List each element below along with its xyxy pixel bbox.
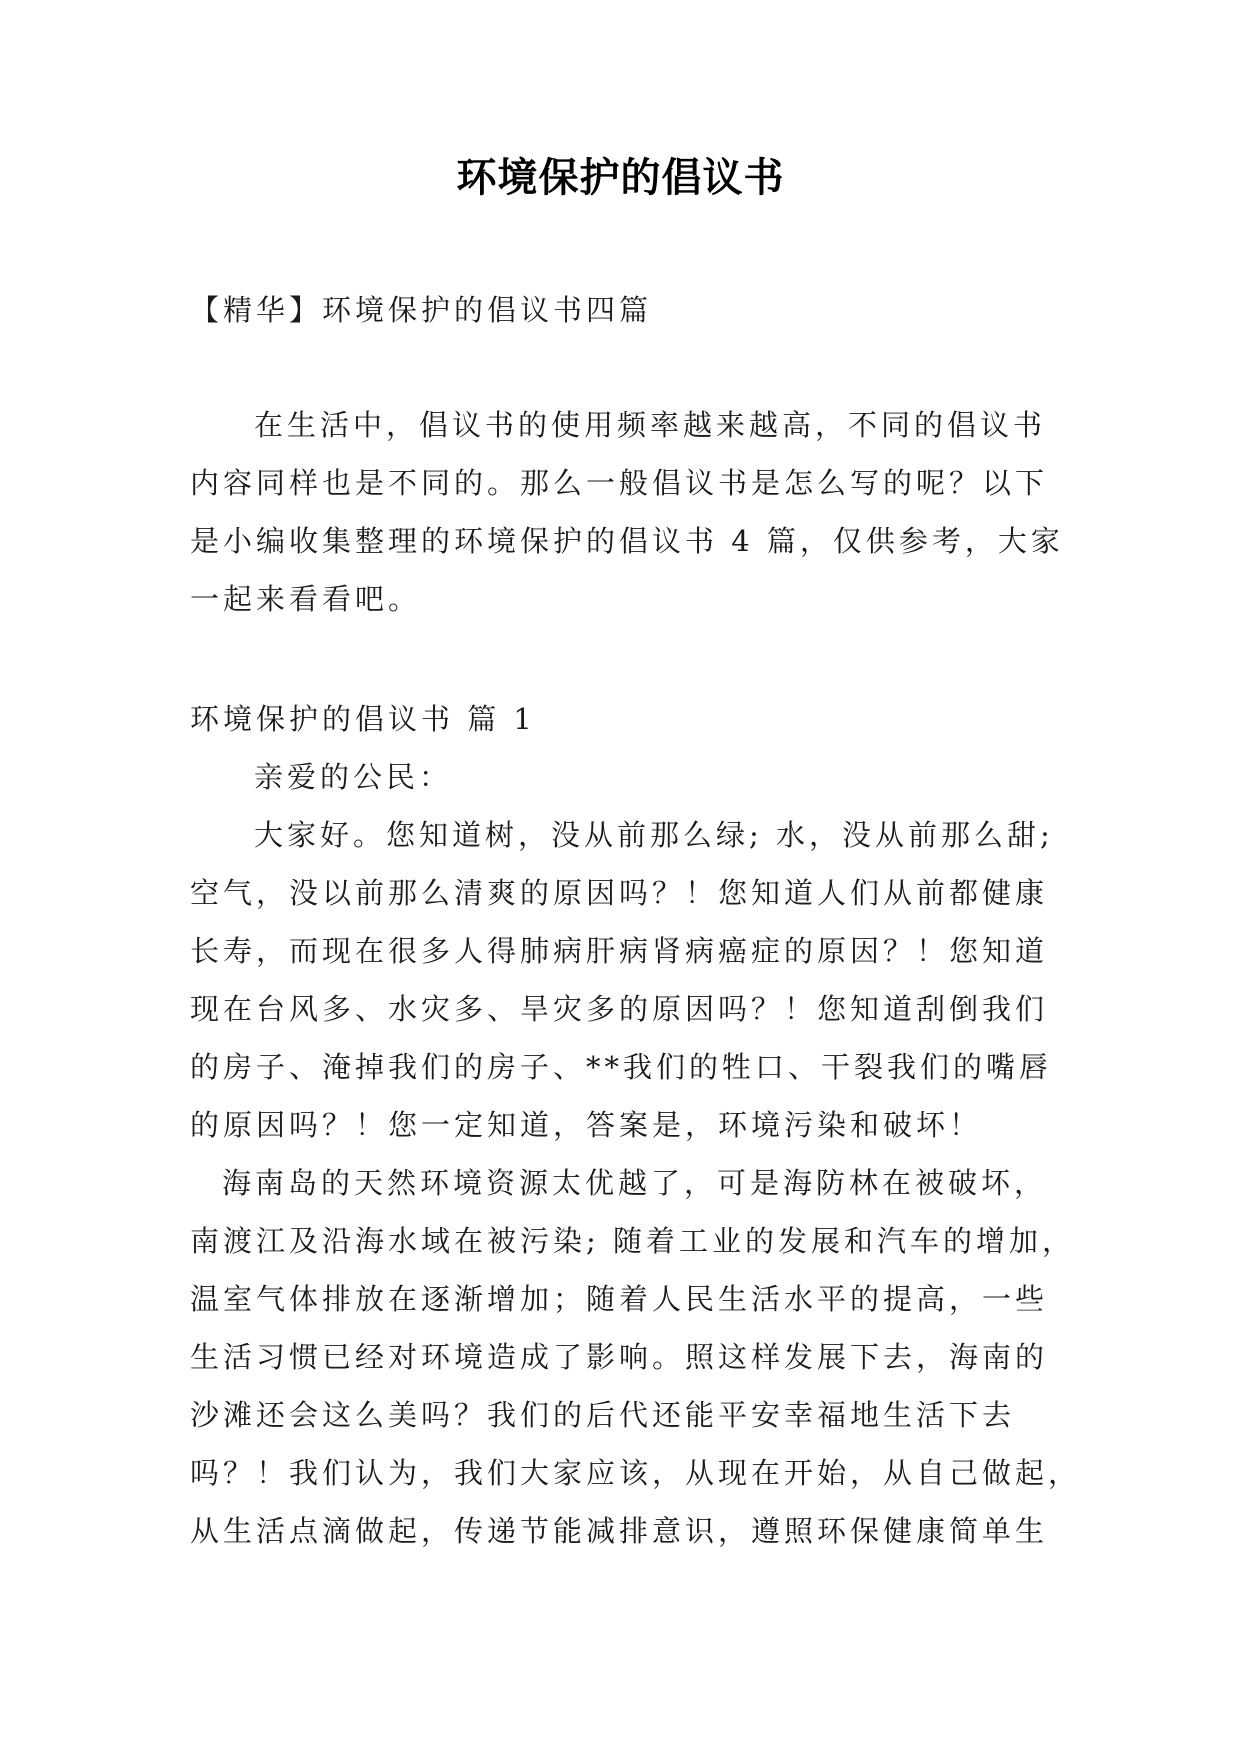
page-title: 环境保护的倡议书: [456, 154, 785, 201]
paragraph-line: 的原因吗？！您一定知道，答案是，环境污染和破坏！: [190, 1108, 983, 1142]
section-heading: 环境保护的倡议书 篇 1: [190, 702, 536, 736]
paragraph-line: 生活习惯已经对环境造成了影响。照这样发展下去，海南的: [190, 1340, 1049, 1374]
paragraph-line: 从生活点滴做起，传递节能减排意识，遵照环保健康简单生: [190, 1514, 1049, 1548]
paragraph-line: 空气，没以前那么清爽的原因吗？！您知道人们从前都健康: [190, 876, 1049, 910]
paragraph-line: 温室气体排放在逐渐增加；随着人民生活水平的提高，一些: [190, 1282, 1049, 1316]
intro-line: 在生活中，倡议书的使用频率越来越高，不同的倡议书: [254, 408, 1047, 442]
salutation: 亲爱的公民：: [254, 760, 453, 794]
paragraph-line: 的房子、淹掉我们的房子、**我们的牲口、干裂我们的嘴唇: [190, 1050, 1053, 1084]
paragraph-line: 长寿，而现在很多人得肺病肝病肾病癌症的原因？！您知道: [190, 934, 1049, 968]
intro-line: 是小编收集整理的环境保护的倡议书 4 篇，仅供参考，大家: [190, 524, 1064, 558]
document-subtitle: 【精华】环境保护的倡议书四篇: [190, 293, 653, 327]
intro-line: 一起来看看吧。: [190, 582, 422, 616]
paragraph-line: 大家好。您知道树，没从前那么绿; 水，没从前那么甜;: [254, 818, 1054, 852]
intro-line: 内容同样也是不同的。那么一般倡议书是怎么写的呢？以下: [190, 466, 1049, 500]
paragraph-line: 沙滩还会这么美吗？我们的后代还能平安幸福地生活下去: [190, 1398, 1016, 1432]
paragraph-line: 南渡江及沿海水域在被污染; 随着工业的发展和汽车的增加，: [190, 1224, 1075, 1258]
paragraph-line: 吗？！我们认为，我们大家应该，从现在开始，从自己做起，: [190, 1456, 1082, 1490]
paragraph-line: 海南岛的天然环境资源太优越了，可是海防林在被破坏，: [222, 1166, 1048, 1200]
paragraph-line: 现在台风多、水灾多、旱灾多的原因吗？！您知道刮倒我们: [190, 992, 1049, 1026]
